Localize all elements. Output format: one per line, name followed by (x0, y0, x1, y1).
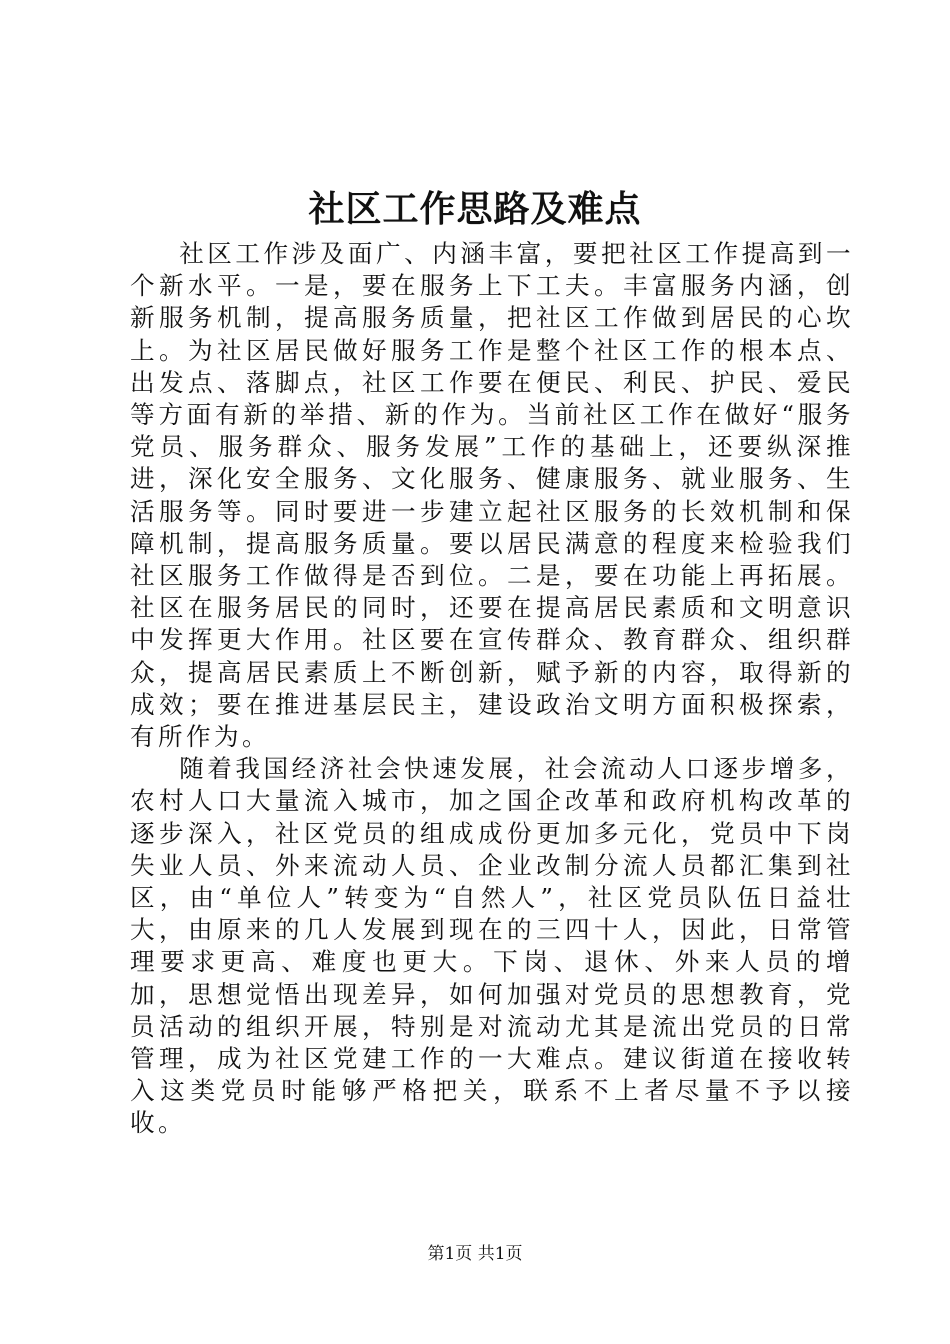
paragraph-2: 随着我国经济社会快速发展，社会流动人口逐步增多，农村人口大量流入城市，加之国企改革和政府机构改革的逐步深入，社区党员的组成成份更加多元化，党员中下岗失业人员、外来流动人员、企业改制分流人员都汇集到社区，由“单位人”转变为“自然人”，社区党员队伍日益壮大，由原来的几人发展到现在的三四十人，因此，日常管理要求更高、难度也更大。下岗、退休、外来人员的增加，思想觉悟出现差异，如何加强对党员的思想教育，党员活动的组织开展，特别是对流动尤其是流出党员的日常管理，成为社区党建工作的一大难点。建议街道在接收转入这类党员时能够严格把关，联系不上者尽量不予以接收。 (130, 754, 854, 1138)
paragraph-1: 社区工作涉及面广、内涵丰富，要把社区工作提高到一个新水平。一是，要在服务上下工夫。丰富服务内涵，创新服务机制，提高服务质量，把社区工作做到居民的心坎上。为社区居民做好服务工作是整个社区工作的根本点、出发点、落脚点，社区工作要在便民、利民、护民、爱民等方面有新的举措、新的作为。当前社区工作在做好“服务党员、服务群众、服务发展”工作的基础上，还要纵深推进，深化安全服务、文化服务、健康服务、就业服务、生活服务等。同时要进一步建立起社区服务的长效机制和保障机制，提高服务质量。要以居民满意的程度来检验我们社区服务工作做得是否到位。二是，要在功能上再拓展。社区在服务居民的同时，还要在提高居民素质和文明意识中发挥更大作用。社区要在宣传群众、教育群众、组织群众，提高居民素质上不断创新，赋予新的内容，取得新的成效；要在推进基层民主，建设政治文明方面积极探索，有所作为。 (130, 239, 854, 752)
document-title: 社区工作思路及难点 (308, 188, 642, 230)
document-body (130, 238, 854, 1140)
page-footer: 第1页 共1页 (427, 1244, 523, 1264)
